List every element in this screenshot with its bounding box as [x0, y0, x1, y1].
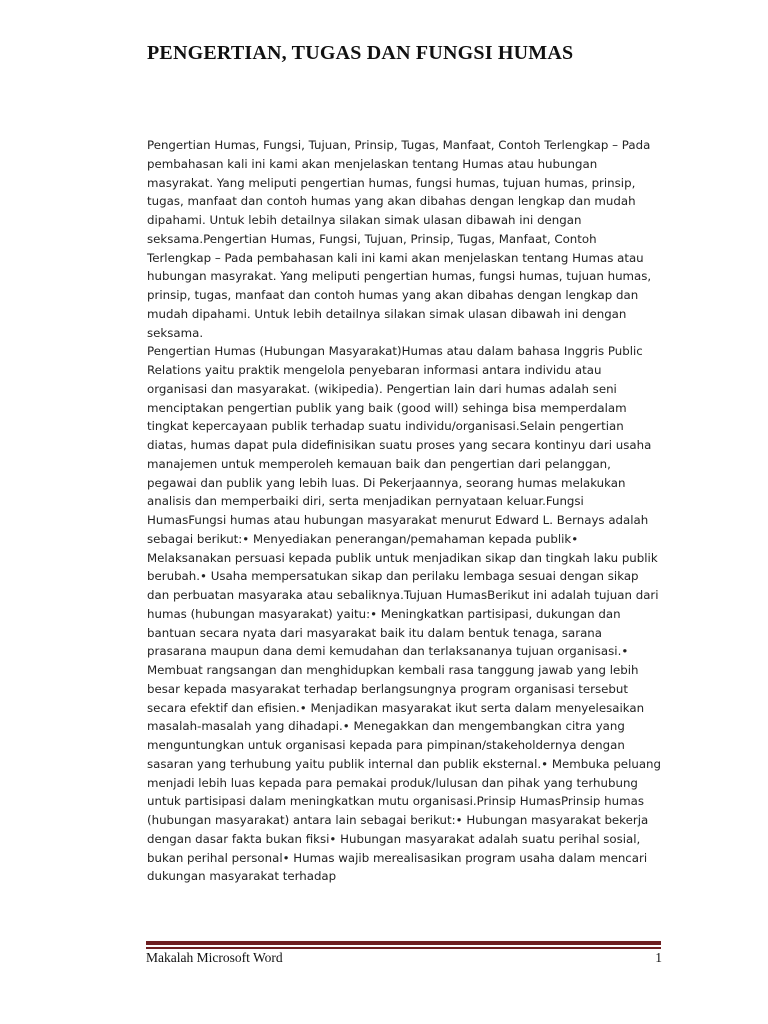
footer-label: Makalah Microsoft Word	[146, 950, 283, 965]
footer-divider	[146, 941, 661, 949]
page-number: 1	[655, 950, 662, 965]
footer-divider-thick	[146, 941, 661, 945]
document-body	[147, 136, 662, 886]
document-title: PENGERTIAN, TUGAS DAN FUNGSI HUMAS	[147, 42, 574, 64]
paragraph-intro: Pengertian Humas, Fungsi, Tujuan, Prinsip, Tugas, Manfaat, Contoh Terlengkap – Pada pembahasan kali ini kami akan menjelaskan tentang Humas atau hubungan masyrakat. Yang meliputi pengertian humas, fungsi humas, tujuan humas, prinsip, tugas, manfaat dan contoh humas yang akan dibahas dengan lengkap dan mudah dipahami. Untuk lebih detailnya silakan simak ulasan dibawah ini dengan seksama.Pengertian Humas, Fungsi, Tujuan, Prinsip, Tugas, Manfaat, Contoh Terlengkap – Pada pembahasan kali ini kami akan menjelaskan tentang Humas atau hubungan masyrakat. Yang meliputi pengertian humas, fungsi humas, tujuan humas, prinsip, tugas, manfaat dan contoh humas yang akan dibahas dengan lengkap dan mudah dipahami. Untuk lebih detailnya silakan simak ulasan dibawah ini dengan seksama.	[147, 138, 652, 340]
paragraph-main: Pengertian Humas (Hubungan Masyarakat)Humas atau dalam bahasa Inggris Public Relations yaitu praktik mengelola penyebaran informasi antara individu atau organisasi dan masyarakat. (wikipedia). Pengertian lain dari humas adalah seni menciptakan pengertian publik yang baik (good will) sehinga bisa memperdalam tingkat kepercayaan publik terhadap suatu individu/organisasi.Selain pengertian diatas, humas dapat pula didefinisikan suatu proses yang secara kontinyu dari usaha manajemen untuk memperoleh kemauan baik dan pengertian dari pelanggan, pegawai dan publik yang lebih luas. Di Pekerjaannya, seorang humas melakukan analisis dan memperbaiki diri, serta menjadikan pernyataan keluar.Fungsi HumasFungsi humas atau hubungan masyarakat menurut Edward L. Bernays adalah sebagai berikut:• Menyediakan penerangan/pemahaman kepada publik• Melaksanakan persuasi kepada publik untuk menjadikan sikap dan tingkah laku publik berubah.• Usaha mempersatukan sikap dan perilaku lembaga sesuai dengan sikap dan perbuatan masyaraka atau sebaliknya.Tujuan HumasBerikut ini adalah tujuan dari humas (hubungan masyarakat) yaitu:• Meningkatkan partisipasi, dukungan dan bantuan secara nyata dari masyarakat baik itu dalam bentuk tenaga, sarana prasarana maupun dana demi kemudahan dan terlaksananya tujuan organisasi.• Membuat rangsangan dan menghidupkan kembali rasa tanggung jawab yang lebih besar kepada masyarakat terhadap berlangsungnya program organisasi tersebut secara efektif dan efisien.• Menjadikan masyarakat ikut serta dalam menyelesaikan masalah-masalah yang dihadapi.• Menegakkan dan mengembangkan citra yang menguntungkan untuk organisasi kepada para pimpinan/stakeholdernya dengan sasaran yang terhubung yaitu publik internal dan publik eksternal.• Membuka peluang menjadi lebih luas kepada para pemakai produk/lulusan dan pihak yang terhubung untuk partisipasi dalam meningkatkan mutu organisasi.Prinsip HumasPrinsip humas (hubungan masyarakat) antara lain sebagai berikut:• Hubungan masyarakat bekerja dengan dasar fakta bukan fiksi• Hubungan masyarakat adalah suatu perihal sosial, bukan perihal personal• Humas wajib merealisasikan program usaha dalam mencari dukungan masyarakat terhadap	[147, 344, 662, 884]
footer-divider-thin	[146, 947, 661, 949]
